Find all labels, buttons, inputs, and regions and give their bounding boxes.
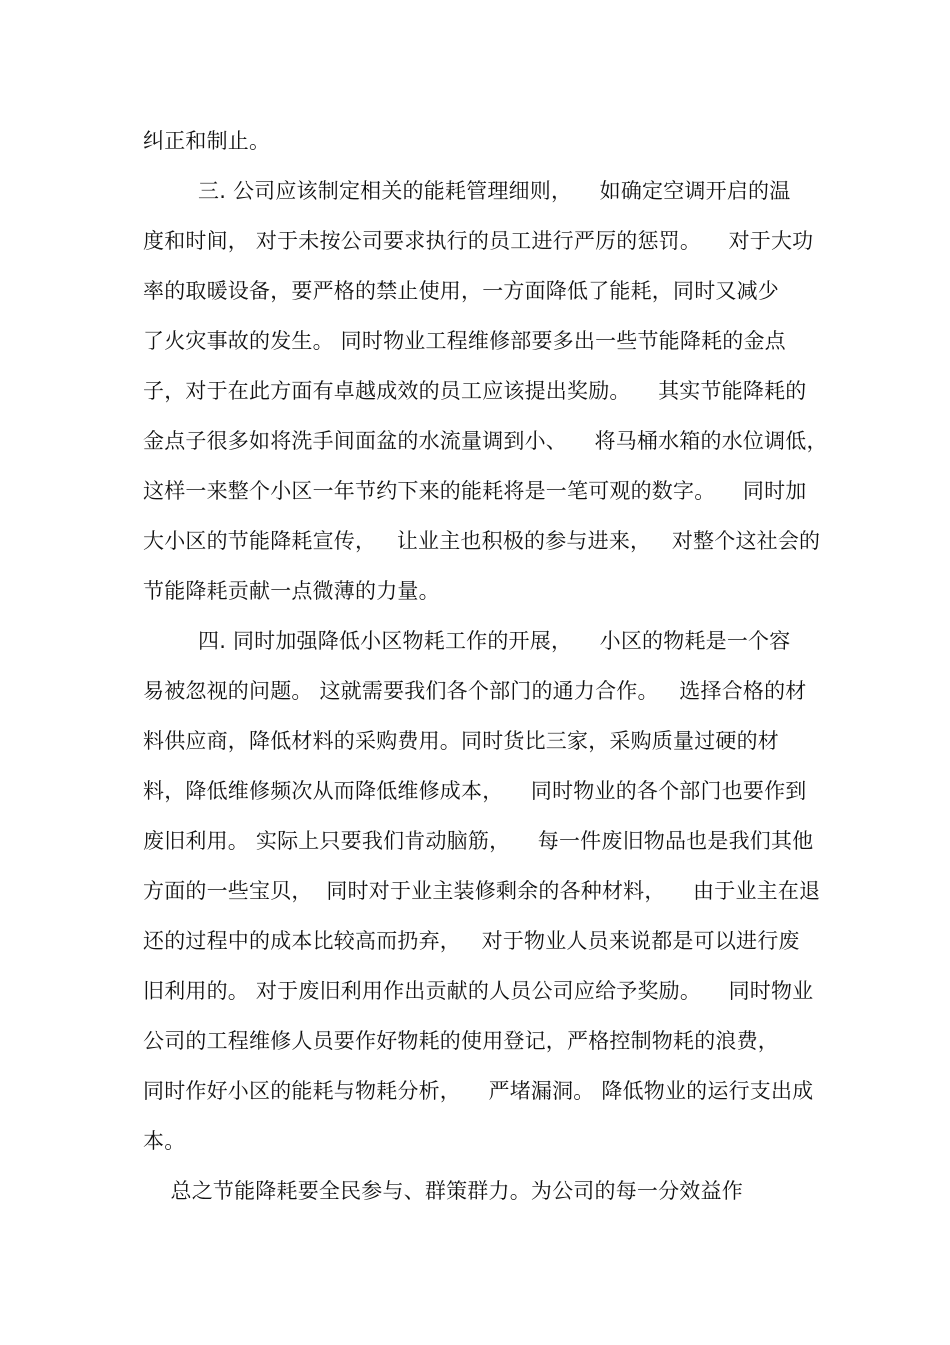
text-line: 公司的工程维修人员要作好物耗的使用登记，严格控制物耗的浪费， [143, 1029, 779, 1053]
text-line: 料供应商，降低材料的采购费用。同时货比三家，采购质量过硬的材 [143, 729, 779, 753]
text-line: 了火灾事故的发生。 同时物业工程维修部要多出一些节能降耗的金点 [143, 329, 786, 353]
text-line: 料，降低维修频次从而降低维修成本， 同时物业的各个部门也要作到 [143, 779, 807, 803]
text-line: 纠正和制止。 [143, 129, 271, 153]
text-line: 旧利用的。 对于废旧利用作出贡献的人员公司应给予奖励。 同时物业 [143, 979, 814, 1003]
text-line: 废旧利用。 实际上只要我们肯动脑筋， 每一件废旧物品也是我们其他 [143, 829, 814, 853]
text-line: 三. 公司应该制定相关的能耗管理细则， 如确定空调开启的温 [143, 179, 791, 203]
text-line: 金点子很多如将洗手间面盆的水流量调到小、 将马桶水箱的水位调低， [143, 429, 828, 453]
text-line: 同时作好小区的能耗与物耗分析， 严堵漏洞。 降低物业的运行支出成 [143, 1079, 814, 1103]
text-line: 节能降耗贡献一点微薄的力量。 [143, 579, 440, 603]
text-line: 本。 [143, 1129, 186, 1153]
text-line: 易被忽视的问题。 这就需要我们各个部门的通力合作。 选择合格的材 [143, 679, 807, 703]
text-line: 四. 同时加强降低小区物耗工作的开展， 小区的物耗是一个容 [143, 629, 791, 653]
text-line: 大小区的节能降耗宣传， 让业主也积极的参与进来， 对整个这社会的 [143, 529, 821, 553]
text-line: 子，对于在此方面有卓越成效的员工应该提出奖励。 其实节能降耗的 [143, 379, 807, 403]
text-line: 方面的一些宝贝， 同时对于业主装修剩余的各种材料， 由于业主在退 [143, 879, 821, 903]
text-line: 这样一来整个小区一年节约下来的能耗将是一笔可观的数字。 同时加 [143, 479, 807, 503]
text-line: 度和时间， 对于未按公司要求执行的员工进行严厉的惩罚。 对于大功 [143, 229, 814, 253]
text-line: 还的过程中的成本比较高而扔弃， 对于物业人员来说都是可以进行废 [143, 929, 800, 953]
text-line: 总之节能降耗要全民参与、群策群力。为公司的每一分效益作 [143, 1179, 743, 1203]
text-line: 率的取暖设备，要严格的禁止使用，一方面降低了能耗，同时又减少 [143, 279, 779, 303]
